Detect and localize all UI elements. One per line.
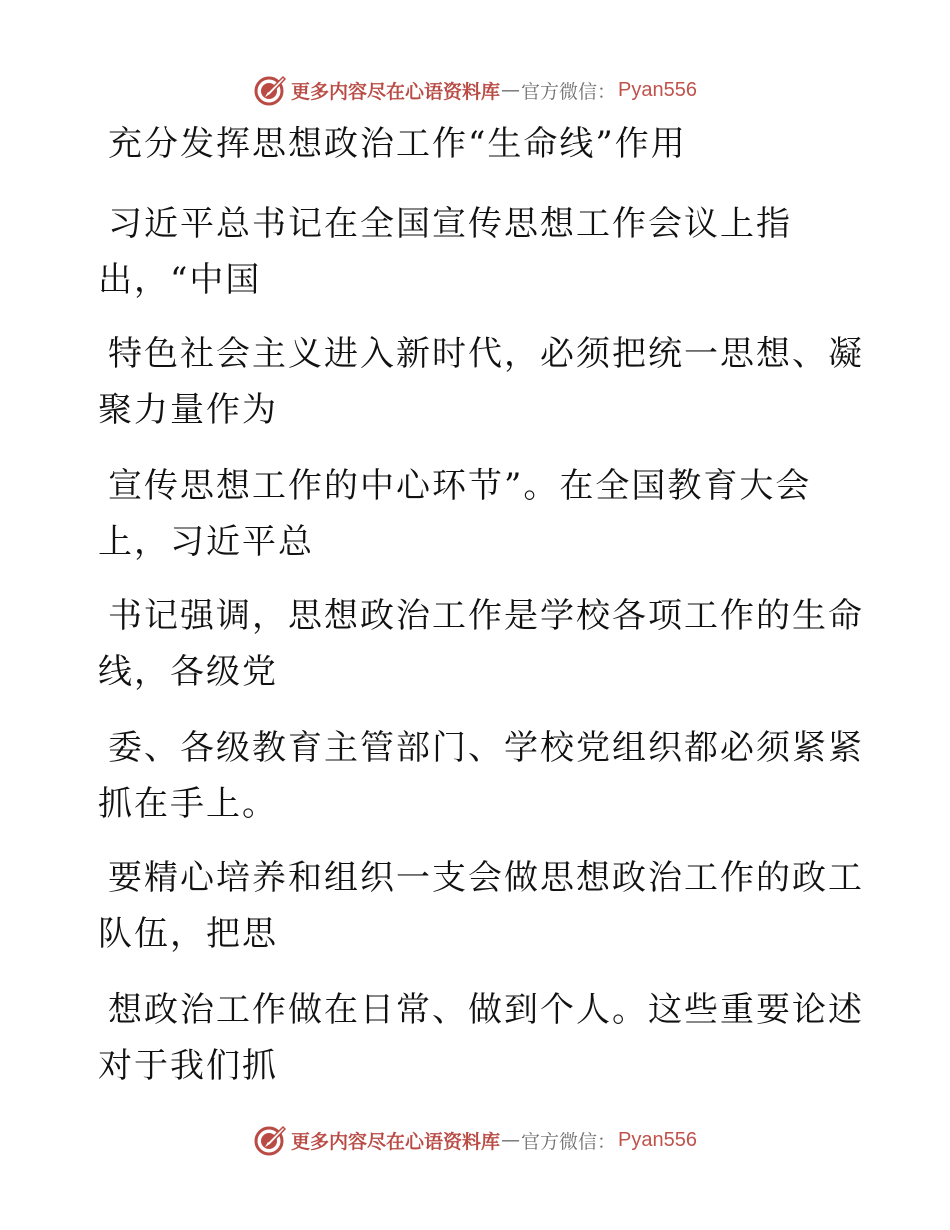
banner-brand-text: 更多内容尽在心语资料库	[291, 80, 501, 103]
paragraph-line: 线，各级党	[98, 652, 278, 692]
paragraph-line: 队伍，把思	[98, 914, 278, 954]
paragraph-line: 抓在手上。	[98, 784, 278, 824]
paragraph-line: 要精心培养和组织一支会做思想政治工作的政工	[108, 858, 864, 898]
footer-banner	[0, 1120, 950, 1160]
header-banner	[0, 70, 950, 110]
banner-wechat-label: 官方微信：	[521, 80, 617, 103]
document-title: 充分发挥思想政治工作“生命线”作用	[108, 124, 687, 164]
paragraph-line: 聚力量作为	[98, 390, 278, 430]
paragraph-line: 想政治工作做在日常、做到个人。这些重要论述	[108, 990, 864, 1030]
banner-wechat-label: 官方微信：	[521, 1130, 617, 1153]
paragraph-line: 书记强调，思想政治工作是学校各项工作的生命	[108, 596, 864, 636]
paragraph-line: 特色社会主义进入新时代，必须把统一思想、凝	[108, 334, 864, 374]
paragraph-line: 习近平总书记在全国宣传思想工作会议上指	[108, 204, 792, 244]
paragraph-line: 宣传思想工作的中心环节”。在全国教育大会	[108, 466, 812, 506]
paragraph-line: 上，习近平总	[98, 522, 314, 562]
quill-pen-logo-icon	[253, 1123, 287, 1157]
quill-pen-logo-icon	[253, 73, 287, 107]
banner-wechat-handle: Pyan556	[618, 78, 697, 101]
banner-wechat-handle: Pyan556	[618, 1128, 697, 1151]
paragraph-line: 对于我们抓	[98, 1046, 278, 1086]
paragraph-line: 出，“中国	[98, 260, 262, 300]
banner-dash: —	[501, 79, 521, 101]
banner-dash: —	[501, 1129, 521, 1151]
paragraph-line: 委、各级教育主管部门、学校党组织都必须紧紧	[108, 728, 864, 768]
banner-brand-text: 更多内容尽在心语资料库	[291, 1130, 501, 1153]
